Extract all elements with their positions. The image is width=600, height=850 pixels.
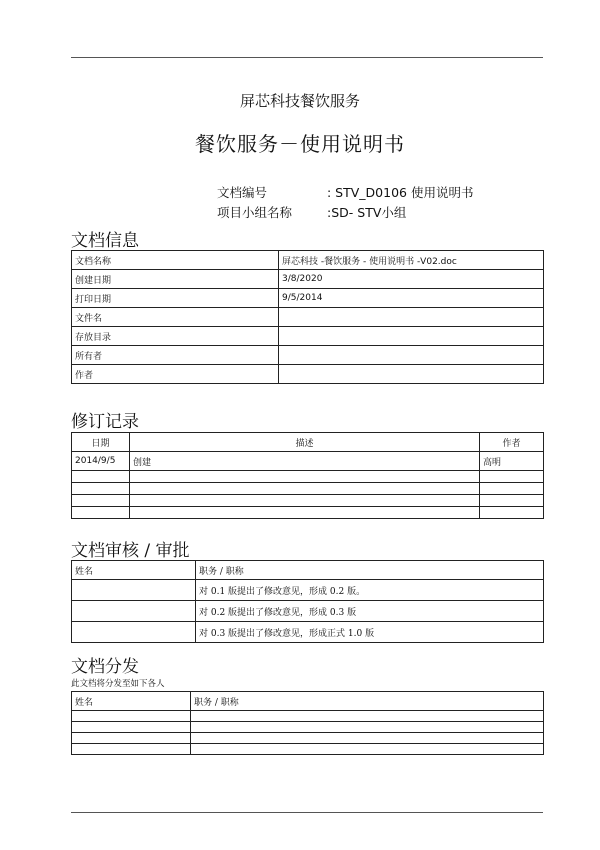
table-row xyxy=(72,483,544,495)
column-header: 作者 xyxy=(480,433,544,452)
table-cell xyxy=(191,722,544,733)
table-cell xyxy=(72,495,130,507)
table-cell: 创建 xyxy=(130,452,480,471)
table-cell xyxy=(72,483,130,495)
company-name: 屏芯科技餐饮服务 xyxy=(239,92,360,110)
review-table xyxy=(71,560,544,643)
table-cell xyxy=(130,471,480,483)
column-header: 姓名 xyxy=(72,692,191,711)
table-cell-value: 屏芯科技 -餐饮服务 - 使用说明书 -V02.doc xyxy=(279,251,544,270)
column-header: 职务 / 职称 xyxy=(196,561,544,580)
review-title: 文档审核 / 审批 xyxy=(71,541,190,561)
table-header-row xyxy=(72,433,544,452)
table-cell-label: 文件名 xyxy=(72,308,279,327)
table-row xyxy=(72,308,544,327)
table-cell xyxy=(191,733,544,744)
table-cell-value xyxy=(279,346,544,365)
table-cell: 对 0.1 版提出了修改意见，形成 0.2 版。 xyxy=(196,580,544,601)
meta-doc-number xyxy=(217,183,473,201)
meta-project-team xyxy=(217,203,406,221)
table-row xyxy=(72,733,544,744)
revision-table xyxy=(71,432,544,519)
column-header: 职务 / 职称 xyxy=(191,692,544,711)
table-row xyxy=(72,722,544,733)
table-cell xyxy=(72,471,130,483)
table-row xyxy=(72,327,544,346)
table-cell xyxy=(480,507,544,519)
table-row xyxy=(72,744,544,755)
table-row xyxy=(72,365,544,384)
table-cell xyxy=(72,622,196,643)
revision-title: 修订记录 xyxy=(71,412,139,432)
table-cell xyxy=(72,580,196,601)
table-cell xyxy=(130,507,480,519)
table-row xyxy=(72,711,544,722)
top-rule xyxy=(71,57,543,58)
table-header-row xyxy=(72,692,544,711)
table-cell-value: 3/8/2020 xyxy=(279,270,544,289)
distribution-table xyxy=(71,691,544,755)
table-cell: 对 0.2 版提出了修改意见，形成 0.3 版 xyxy=(196,601,544,622)
table-header-row xyxy=(72,561,544,580)
table-cell xyxy=(130,483,480,495)
table-cell xyxy=(72,744,191,755)
table-row xyxy=(72,471,544,483)
table-cell: 对 0.3 版提出了修改意见，形成正式 1.0 版 xyxy=(196,622,544,643)
doc-info-table xyxy=(71,250,544,384)
column-header: 描述 xyxy=(130,433,480,452)
table-cell: 2014/9/5 xyxy=(72,452,130,471)
table-cell-label: 所有者 xyxy=(72,346,279,365)
table-row xyxy=(72,289,544,308)
table-cell xyxy=(72,733,191,744)
doc-info-title: 文档信息 xyxy=(71,231,139,251)
table-cell xyxy=(480,471,544,483)
table-row xyxy=(72,495,544,507)
table-row xyxy=(72,251,544,270)
distribution-title: 文档分发 xyxy=(71,657,139,677)
meta-value: :SD- STV小组 xyxy=(327,205,407,220)
meta-label: 项目小组名称 xyxy=(217,205,293,220)
table-cell-label: 作者 xyxy=(72,365,279,384)
meta-label: 文档编号 xyxy=(217,185,268,200)
table-cell: 高明 xyxy=(480,452,544,471)
table-cell-value xyxy=(279,308,544,327)
column-header: 日期 xyxy=(72,433,130,452)
table-cell-value xyxy=(279,327,544,346)
table-cell-label: 存放目录 xyxy=(72,327,279,346)
bottom-rule xyxy=(71,812,543,813)
table-cell-label: 文档名称 xyxy=(72,251,279,270)
table-cell-value: 9/5/2014 xyxy=(279,289,544,308)
table-row xyxy=(72,346,544,365)
table-row xyxy=(72,580,544,601)
distribution-note: 此文档将分发至如下各人 xyxy=(71,679,165,689)
document-title: 餐饮服务－使用说明书 xyxy=(195,132,405,156)
table-cell xyxy=(130,495,480,507)
table-cell xyxy=(72,507,130,519)
table-cell xyxy=(191,744,544,755)
table-cell-label: 打印日期 xyxy=(72,289,279,308)
meta-value: : STV_D0106 使用说明书 xyxy=(327,185,474,200)
table-cell xyxy=(480,495,544,507)
table-cell-label: 创建日期 xyxy=(72,270,279,289)
table-cell xyxy=(72,722,191,733)
table-row xyxy=(72,452,544,471)
table-cell xyxy=(72,601,196,622)
table-row xyxy=(72,507,544,519)
table-cell-value xyxy=(279,365,544,384)
table-cell xyxy=(72,711,191,722)
column-header: 姓名 xyxy=(72,561,196,580)
table-row xyxy=(72,270,544,289)
table-cell xyxy=(480,483,544,495)
table-row xyxy=(72,601,544,622)
table-row xyxy=(72,622,544,643)
table-cell xyxy=(191,711,544,722)
